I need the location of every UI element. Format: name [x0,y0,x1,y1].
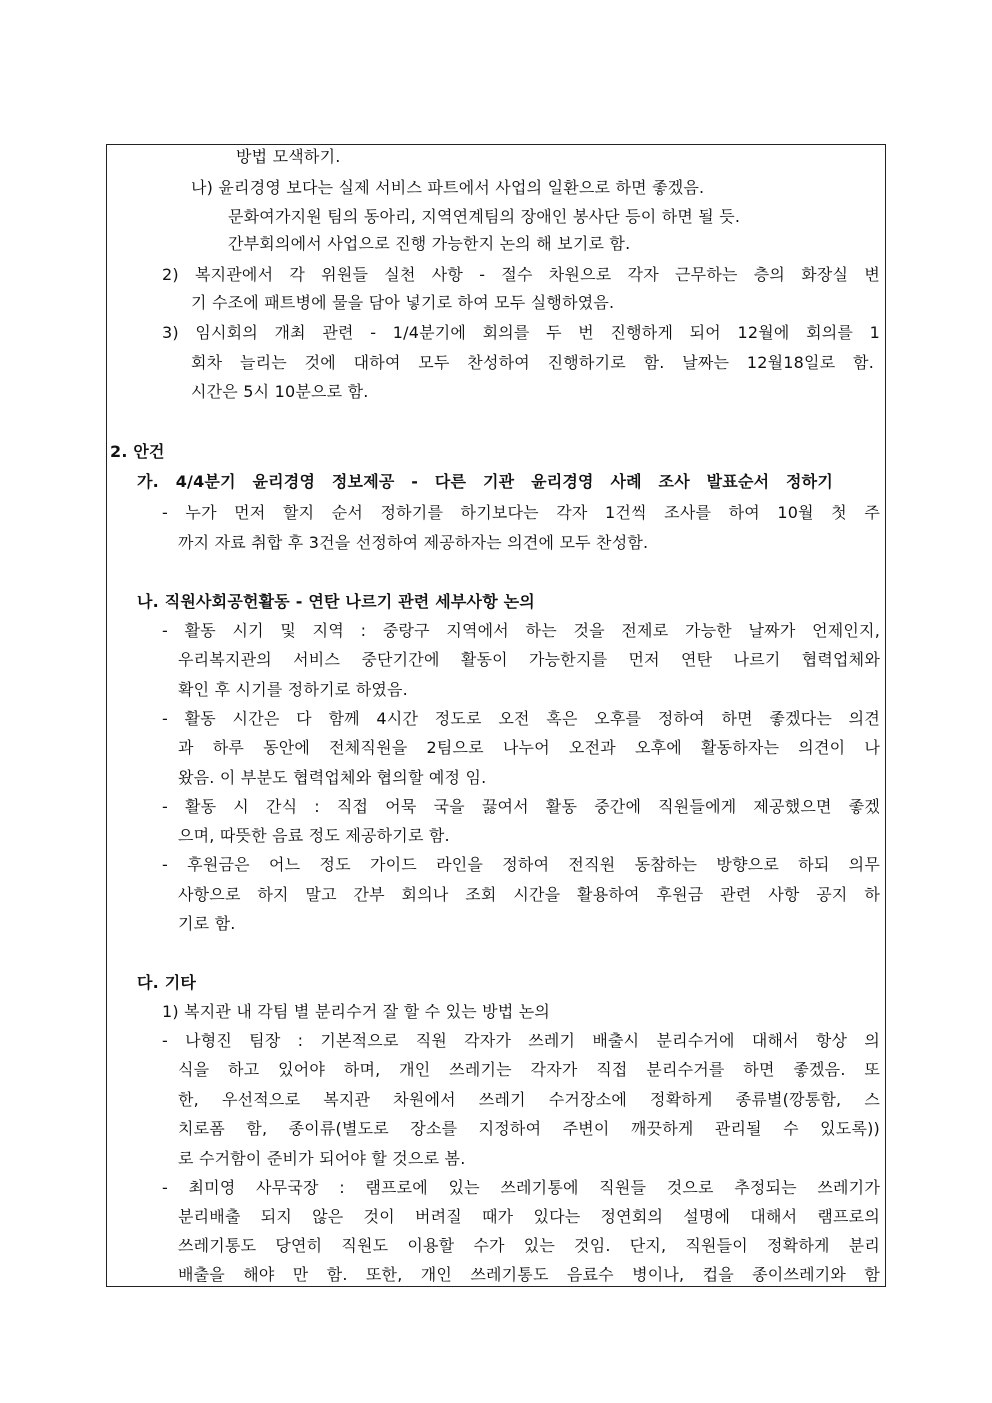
text-line: 시간은 5시 10분으로 함. [191,382,369,401]
text-line: 왔음. 이 부분도 협력업체와 협의할 예정 임. [178,768,487,787]
text-line: 2) 복지관에서 각 위원들 실천 사항 - 절수 차원으로 각자 근무하는 층의 화장실 변 [162,265,880,284]
text-line: 기로 함. [178,914,236,933]
text-line: 3) 임시회의 개최 관련 - 1/4분기에 회의를 두 번 진행하게 되어 12월에 회의를 1 [162,323,880,342]
text-line: 쓰레기통도 당연히 직원도 이용할 수가 있는 것임. 단지, 직원들이 정확하게 분리 [178,1236,880,1255]
text-line: - 활동 시기 및 지역 : 중랑구 지역에서 하는 것을 전제로 가능한 날짜가 언제인지, [162,621,880,640]
text-line: 치로폼 함, 종이류(별도로 장소를 지정하여 주변이 깨끗하게 관리될 수 있도록)) [178,1119,880,1138]
text-line: 1) 복지관 내 각팀 별 분리수거 잘 할 수 있는 방법 논의 [162,1002,551,1021]
text-line: 간부회의에서 사업으로 진행 가능한지 논의 해 보기로 함. [228,234,631,253]
text-line: - 활동 시간은 다 함께 4시간 정도로 오전 혹은 오후를 정하여 하면 좋겠다는 의견 [162,709,880,728]
text-line: 우리복지관의 서비스 중단기간에 활동이 가능한지를 먼저 연탄 나르기 협력업체와 [178,650,880,669]
text-line: 확인 후 시기를 정하기로 하였음. [178,680,408,699]
subsection-heading: 다. 기타 [137,973,197,992]
text-line: 회차 늘리는 것에 대하여 모두 찬성하여 진행하기로 함. 날짜는 12월18일로 함. [191,353,874,372]
text-line: 과 하루 동안에 전체직원을 2팀으로 나누어 오전과 오후에 활동하자는 의견이 나 [178,738,880,757]
text-line: 으며, 따뜻한 음료 정도 제공하기로 함. [178,826,450,845]
text-line: 분리배출 되지 않은 것이 버려질 때가 있다는 정연회의 설명에 대해서 램프로의 [178,1207,880,1226]
text-line: 나) 윤리경영 보다는 실제 서비스 파트에서 사업의 일환으로 하면 좋겠음. [191,178,705,197]
text-line: 식을 하고 있어야 하며, 개인 쓰레기는 각자가 직접 분리수거를 하면 좋겠음. 또 [178,1060,880,1079]
text-line: 로 수거함이 준비가 되어야 할 것으로 봄. [178,1149,466,1168]
subsection-heading: 가. 4/4분기 윤리경영 정보제공 - 다른 기관 윤리경영 사례 조사 발표순서 정하기 [137,472,833,491]
text-line: 까지 자료 취합 후 3건을 선정하여 제공하자는 의견에 모두 찬성함. [178,533,649,552]
subsection-heading: 나. 직원사회공헌활동 - 연탄 나르기 관련 세부사항 논의 [137,592,535,611]
text-line: - 누가 먼저 할지 순서 정하기를 하기보다는 각자 1건씩 조사를 하여 10월 첫 주 [162,503,880,522]
section-heading: 2. 안건 [110,442,165,461]
text-line: - 활동 시 간식 : 직접 어묵 국을 끓여서 활동 중간에 직원들에게 제공했으면 좋겠 [162,797,880,816]
text-line: 방법 모색하기. [236,147,341,166]
text-line: 배출을 해야 만 함. 또한, 개인 쓰레기통도 음료수 병이나, 컵을 종이쓰레기와 함 [178,1265,880,1284]
text-line: 문화여가지원 팀의 동아리, 지역연계팀의 장애인 봉사단 등이 하면 될 듯. [228,207,741,226]
text-line: - 최미영 사무국장 : 램프로에 있는 쓰레기통에 직원들 것으로 추정되는 쓰레기가 [162,1178,880,1197]
text-line: - 나형진 팀장 : 기본적으로 직원 각자가 쓰레기 배출시 분리수거에 대해서 항상 의 [162,1031,880,1050]
text-line: - 후원금은 어느 정도 가이드 라인을 정하여 전직원 동참하는 방향으로 하되 의무 [162,855,880,874]
text-line: 기 수조에 패트병에 물을 담아 넣기로 하여 모두 실행하였음. [191,293,615,312]
text-line: 한, 우선적으로 복지관 차원에서 쓰레기 수거장소에 정확하게 종류별(깡통함, 스 [178,1090,880,1109]
text-line: 사항으로 하지 말고 간부 회의나 조회 시간을 활용하여 후원금 관련 사항 공지 하 [178,885,880,904]
